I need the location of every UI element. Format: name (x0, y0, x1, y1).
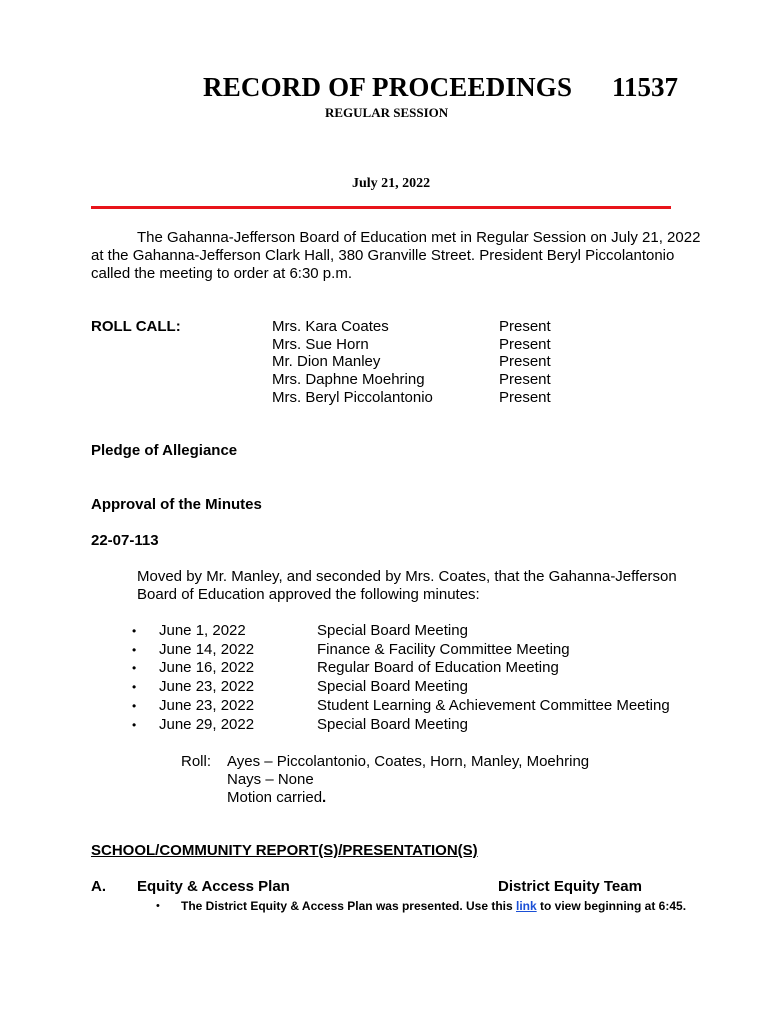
bullet-icon: • (132, 699, 137, 713)
pledge-heading: Pledge of Allegiance (91, 442, 238, 459)
document-title: RECORD OF PROCEEDINGS (203, 72, 573, 102)
note-text-before: The District Equity & Access Plan was presented. Use this (181, 899, 516, 913)
page-number: 11537 (612, 72, 679, 102)
presentation-note (181, 899, 686, 913)
minutes-meeting: Special Board Meeting (317, 678, 468, 695)
intro-line-2: at the Gahanna-Jefferson Clark Hall, 380 Granville Street. President Beryl Piccolantonio (91, 247, 675, 264)
roll-label: Roll: (181, 753, 212, 770)
minutes-date: June 14, 2022 (159, 641, 255, 658)
roll-call-member: Mrs. Daphne Moehring (272, 371, 425, 388)
bullet-icon: • (132, 680, 137, 694)
minutes-date: June 1, 2022 (159, 622, 246, 639)
roll-call-member: Mrs. Sue Horn (272, 336, 369, 353)
approval-heading: Approval of the Minutes (91, 496, 262, 513)
roll-call-status: Present (499, 318, 551, 335)
bullet-icon: • (132, 718, 137, 732)
minutes-date: June 23, 2022 (159, 697, 255, 714)
roll-call-status: Present (499, 371, 551, 388)
minutes-date: June 16, 2022 (159, 659, 255, 676)
item-presenter: District Equity Team (498, 878, 642, 895)
roll-nays: Nays – None (227, 771, 314, 788)
motion-text-line-1: Moved by Mr. Manley, and seconded by Mrs. Coates, that the Gahanna-Jefferson (137, 568, 677, 585)
roll-call-member: Mr. Dion Manley (272, 353, 381, 370)
minutes-date: June 23, 2022 (159, 678, 255, 695)
reports-section-heading: SCHOOL/COMMUNITY REPORT(S)/PRESENTATION(S) (91, 842, 478, 859)
meeting-date: July 21, 2022 (352, 176, 431, 191)
minutes-meeting: Special Board Meeting (317, 622, 468, 639)
roll-call-status: Present (499, 353, 551, 370)
roll-motion-result (227, 789, 326, 807)
item-title: Equity & Access Plan (137, 878, 290, 895)
minutes-meeting: Regular Board of Education Meeting (317, 659, 559, 676)
roll-call-member: Mrs. Kara Coates (272, 318, 389, 335)
item-letter: A. (91, 878, 106, 895)
red-divider-rule (91, 206, 671, 209)
minutes-date: June 29, 2022 (159, 716, 255, 733)
minutes-meeting: Special Board Meeting (317, 716, 468, 733)
roll-call-status: Present (499, 336, 551, 353)
bullet-icon: • (156, 900, 160, 912)
roll-call-status: Present (499, 389, 551, 406)
note-text-after: to view beginning at 6:45. (536, 899, 687, 913)
roll-ayes: Ayes – Piccolantonio, Coates, Horn, Manley, Moehring (227, 753, 590, 770)
minutes-meeting: Finance & Facility Committee Meeting (317, 641, 570, 658)
resolution-number: 22-07-113 (91, 532, 159, 549)
session-subtitle: REGULAR SESSION (325, 105, 449, 120)
motion-text-line-2: Board of Education approved the following minutes: (137, 586, 480, 603)
roll-call-member: Mrs. Beryl Piccolantonio (272, 389, 433, 406)
roll-call-heading: ROLL CALL: (91, 318, 181, 335)
motion-period: . (322, 789, 327, 806)
minutes-meeting: Student Learning & Achievement Committee Meeting (317, 697, 670, 714)
intro-line-1: The Gahanna-Jefferson Board of Education met in Regular Session on July 21, 2022 (137, 229, 701, 246)
video-link[interactable]: link (516, 899, 537, 913)
bullet-icon: • (132, 643, 137, 657)
bullet-icon: • (132, 624, 137, 638)
bullet-icon: • (132, 661, 137, 675)
motion-text: Motion carried (227, 789, 323, 806)
intro-line-3: called the meeting to order at 6:30 p.m. (91, 265, 352, 282)
